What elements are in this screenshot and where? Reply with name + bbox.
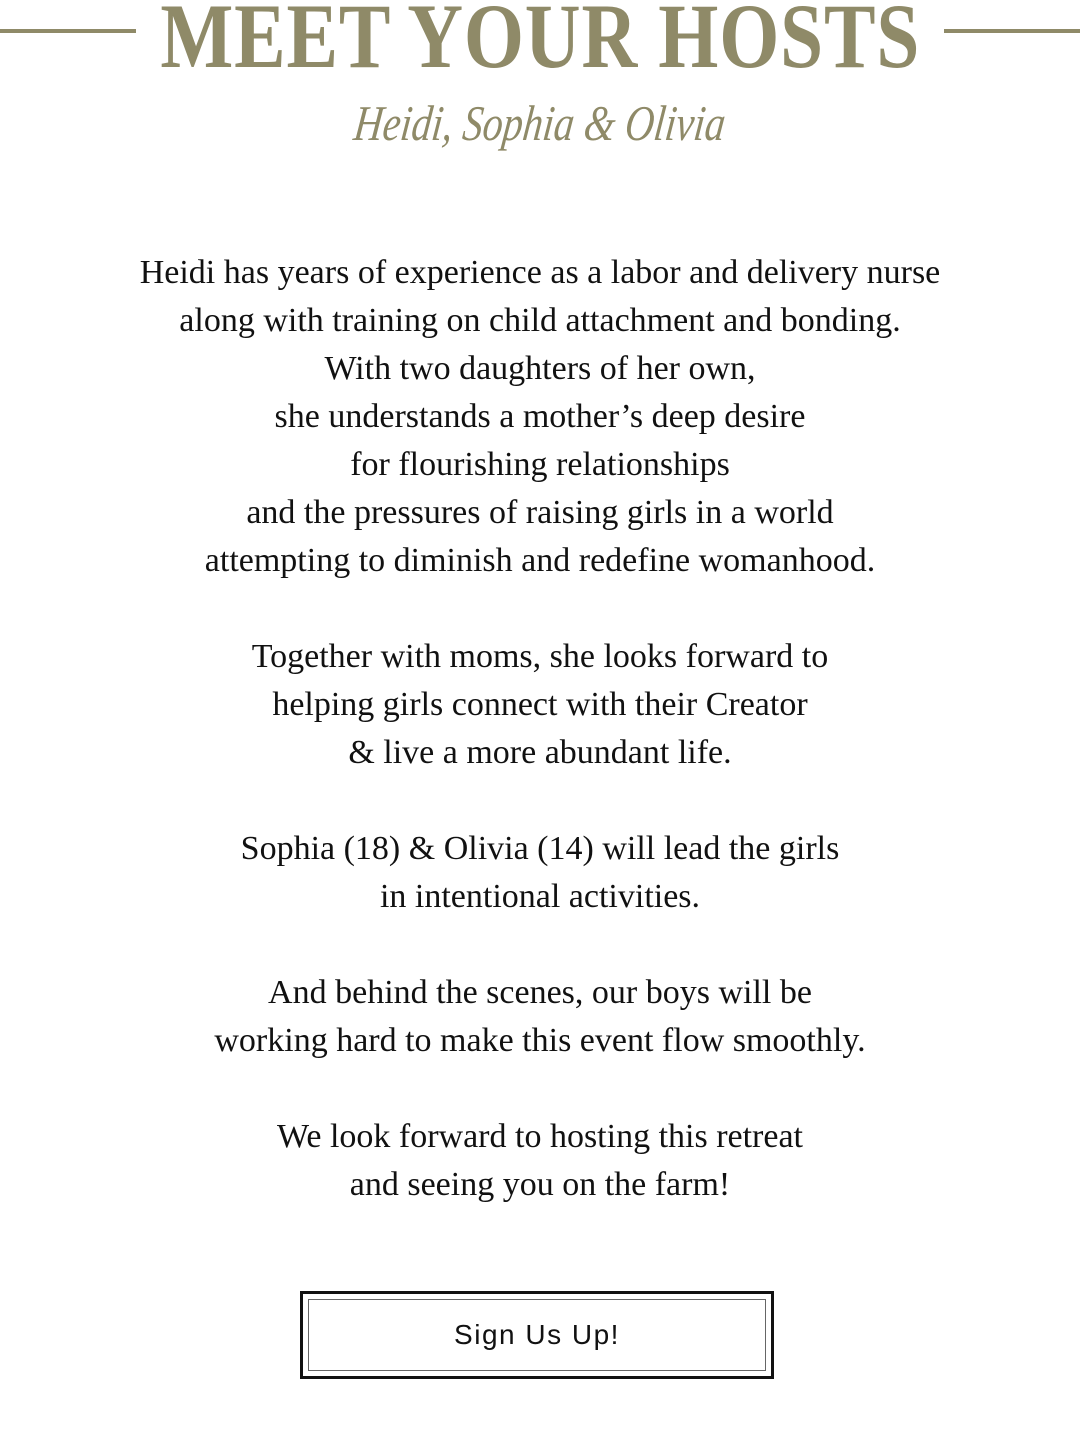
paragraph-line: she understands a mother’s deep desire (274, 398, 806, 435)
sign-us-up-button[interactable] (300, 1291, 774, 1379)
paragraph-line: We look forward to hosting this retreat (276, 1118, 804, 1155)
paragraph-line: & live a more abundant life. (348, 734, 732, 771)
paragraph-line: Sophia (18) & Olivia (14) will lead the girls (240, 830, 840, 867)
paragraph-line: in intentional activities. (379, 878, 701, 915)
paragraph-line: And behind the scenes, our boys will be (268, 974, 812, 1011)
paragraph (0, 825, 1080, 921)
paragraph-line: working hard to make this event flow smoothly. (214, 1022, 866, 1059)
paragraph (0, 633, 1080, 777)
paragraph (0, 1113, 1080, 1209)
paragraph-line: Together with moms, she looks forward to (251, 638, 829, 675)
paragraph-line: With two daughters of her own, (324, 350, 756, 387)
paragraph (0, 249, 1080, 585)
paragraph (0, 969, 1080, 1065)
hosts-names-subtitle: Heidi, Sophia & Olivia (351, 95, 729, 151)
paragraph-line: helping girls connect with their Creator (272, 686, 808, 723)
page-title: MEET YOUR HOSTS (160, 0, 920, 87)
paragraph-line: for flourishing relationships (350, 446, 730, 483)
hosts-description (0, 249, 1080, 1257)
paragraph-line: and seeing you on the farm! (349, 1166, 731, 1203)
sign-us-up-label: Sign Us Up! (308, 1299, 766, 1371)
paragraph-line: along with training on child attachment and bonding. (179, 302, 901, 339)
paragraph-line: and the pressures of raising girls in a world (246, 494, 834, 531)
paragraph-line: Heidi has years of experience as a labor and delivery nurse (139, 254, 941, 291)
paragraph-line: attempting to diminish and redefine womanhood. (204, 542, 876, 579)
